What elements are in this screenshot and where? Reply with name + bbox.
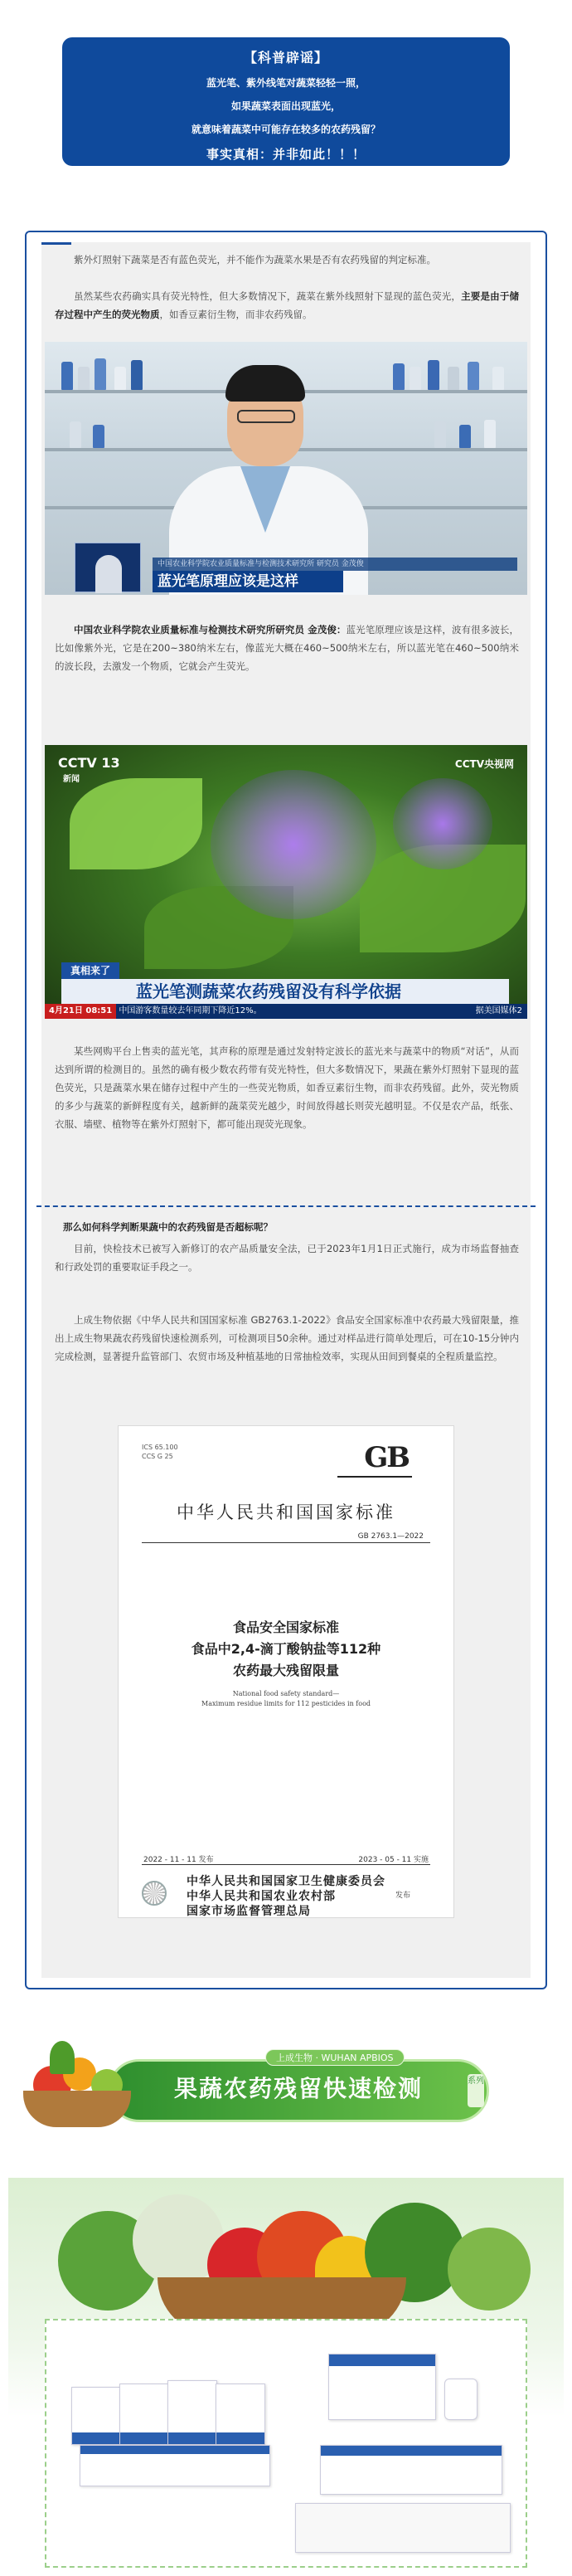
doc-rule: [142, 1542, 430, 1543]
paragraph-text: ，如香豆素衍生物，而非农药残留。: [159, 309, 313, 320]
cctv13-logo: CCTV 13: [58, 755, 120, 771]
ticker-text: 中国游客数量较去年同期下降近12%。: [119, 1006, 262, 1015]
paragraph-expert: [55, 621, 519, 675]
hero-verdict: 事实真相：并非如此！！！: [206, 147, 366, 162]
frame-accent: [41, 242, 71, 245]
paragraph-text: 蓝光笔原理应该是这样，波有很多波长，比如像紫外光，它是在200~380纳米左右，像蓝光大概在460~500纳米左右，所以蓝光笔在460~500纳米的波长段，去激发一个物质，它就会产生荧光。: [55, 624, 519, 672]
section2-question: 那么如何科学判断果蔬中的农药残留是否超标呢？: [63, 1221, 273, 1233]
paragraph-fluorescence: [55, 287, 519, 324]
doc-national-title: 中华人民共和国国家标准: [177, 1502, 395, 1522]
doc-number: GB 2763.1—2022: [357, 1532, 424, 1541]
banner-series-tag: 系列: [468, 2074, 484, 2107]
video-caption-small: 中国农业科学院农业质量标准与检测技术研究所 研究员 金茂俊: [153, 558, 517, 571]
doc-ics: [142, 1443, 178, 1461]
doc-ccs-code: CCS G 25: [142, 1453, 173, 1460]
cctv-net-logo: CCTV央视网: [454, 758, 514, 770]
news-time: 4月21日 08:51: [45, 1004, 116, 1019]
brand-chip: 上成生物 · WUHAN APBIOS: [265, 2049, 405, 2066]
gb-standard-cover: [118, 1425, 454, 1918]
product-banner: [17, 2024, 555, 2140]
doc-en-1: National food safety standard—: [232, 1690, 340, 1697]
doc-ics-code: ICS 65.100: [142, 1444, 178, 1451]
sign-language-inset: [75, 543, 141, 592]
paragraph-bold: 主要是由于储存过程中产生的荧光物质: [55, 290, 519, 320]
doc-title-2: 食品中2,4-滴丁酸钠盐等112种: [191, 1641, 381, 1657]
cctv13-sub: 新闻: [63, 775, 80, 784]
test-kit-display: [45, 2319, 527, 2568]
hero-line-1: 蓝光笔、紫外线笔对蔬菜轻轻一照，: [206, 77, 366, 89]
doc-issuer-3: 国家市场监督管理总局: [187, 1905, 311, 1918]
doc-issue-date: 2022 - 11 - 11 发布: [143, 1856, 214, 1864]
hero-line-3: 就意味着蔬菜中可能存在较多的农药残留？: [191, 124, 381, 135]
fruit-basket-icon: [17, 2033, 141, 2132]
paragraph-bluepen: 某些网购平台上售卖的蓝光笔，其声称的原理是通过发射特定波长的蓝光来与蔬菜中的物质“对话”，从而达到所谓的检测目的。虽然的确有极少数农药带有荧光特性，但大多数情况下，果蔬在紫外灯照射下显现的蓝色荧光，只是蔬菜水果在储存过程中产生的一些荧光物质，如香豆素衍生物，而非农药残留。此外，荧光物质的多少与蔬菜的新鲜程度有关，越新鲜的蔬菜荧光越少，时间放得越长则荧光越明显。不仅是农产品，纸张、衣服、墙壁、植物等在紫外灯照射下，都可能出现荧光现象。: [55, 1045, 519, 1130]
expert-name: 中国农业科学院农业质量标准与检测技术研究所研究员 金茂俊：: [74, 624, 347, 635]
doc-rule: [142, 1864, 430, 1865]
ticker-right: 据美国媒体2: [475, 1006, 522, 1015]
doc-impl-date: 2023 - 05 - 11 实施: [358, 1856, 429, 1864]
banner-title: 果蔬农药残留快速检测: [174, 2075, 424, 2102]
national-emblem-icon: [142, 1881, 167, 1906]
doc-fabu: 发布: [395, 1892, 411, 1900]
news-headline: 蓝光笔测蔬菜农药残留没有科学依据: [61, 979, 509, 1004]
hero-line-2: 如果蔬菜表面出现蓝光，: [230, 100, 341, 112]
gb-logo: GB: [364, 1441, 409, 1474]
hero-title: 【科普辟谣】: [243, 50, 328, 66]
news-ticker: [45, 1004, 527, 1019]
paragraph-text: 虽然某些农药确实具有荧光特性，但大多数情况下，蔬菜在紫外线照射下显现的蓝色荧光，: [74, 290, 462, 302]
hero-card: [62, 37, 510, 166]
doc-en-2: Maximum residue limits for 112 pesticides in food: [201, 1700, 371, 1707]
gb-logo-underline: [337, 1476, 412, 1478]
interview-video-frame: [45, 342, 527, 595]
doc-title-3: 农药最大残留限量: [232, 1663, 339, 1678]
paragraph-quicktest: 目前，快检技术已被写入新修订的农产品质量安全法，已于2023年1月1日正式施行，成为市场监督抽查和行政处罚的重要取证手段之一。: [55, 1243, 519, 1273]
paragraph-intro: 紫外灯照射下蔬菜是否有蓝色荧光，并不能作为蔬菜水果是否有农药残留的判定标准。: [74, 254, 436, 265]
doc-issuer-2: 中华人民共和国农业农村部: [187, 1890, 336, 1903]
section-divider: [36, 1205, 536, 1207]
video-caption-main: 蓝光笔原理应该是这样: [153, 571, 343, 592]
doc-issuer-1: 中华人民共和国国家卫生健康委员会: [187, 1875, 385, 1888]
doc-title-1: 食品安全国家标准: [232, 1619, 339, 1635]
news-video-frame: [45, 745, 527, 1019]
paragraph-product: 上成生物依据《中华人民共和国国家标准 GB2763.1-2022》食品安全国家标准中农药最大残留限量，推出上成生物果蔬农药残留快速检测系列，可检测项目50余种。通过对样品进行简单处理后，可在10-15分钟内完成检测，显著提升监管部门、农贸市场及种植基地的日常抽检效率，实现从田间到餐桌的全程质量监控。: [55, 1314, 519, 1362]
news-tag: 真相来了: [61, 962, 119, 979]
